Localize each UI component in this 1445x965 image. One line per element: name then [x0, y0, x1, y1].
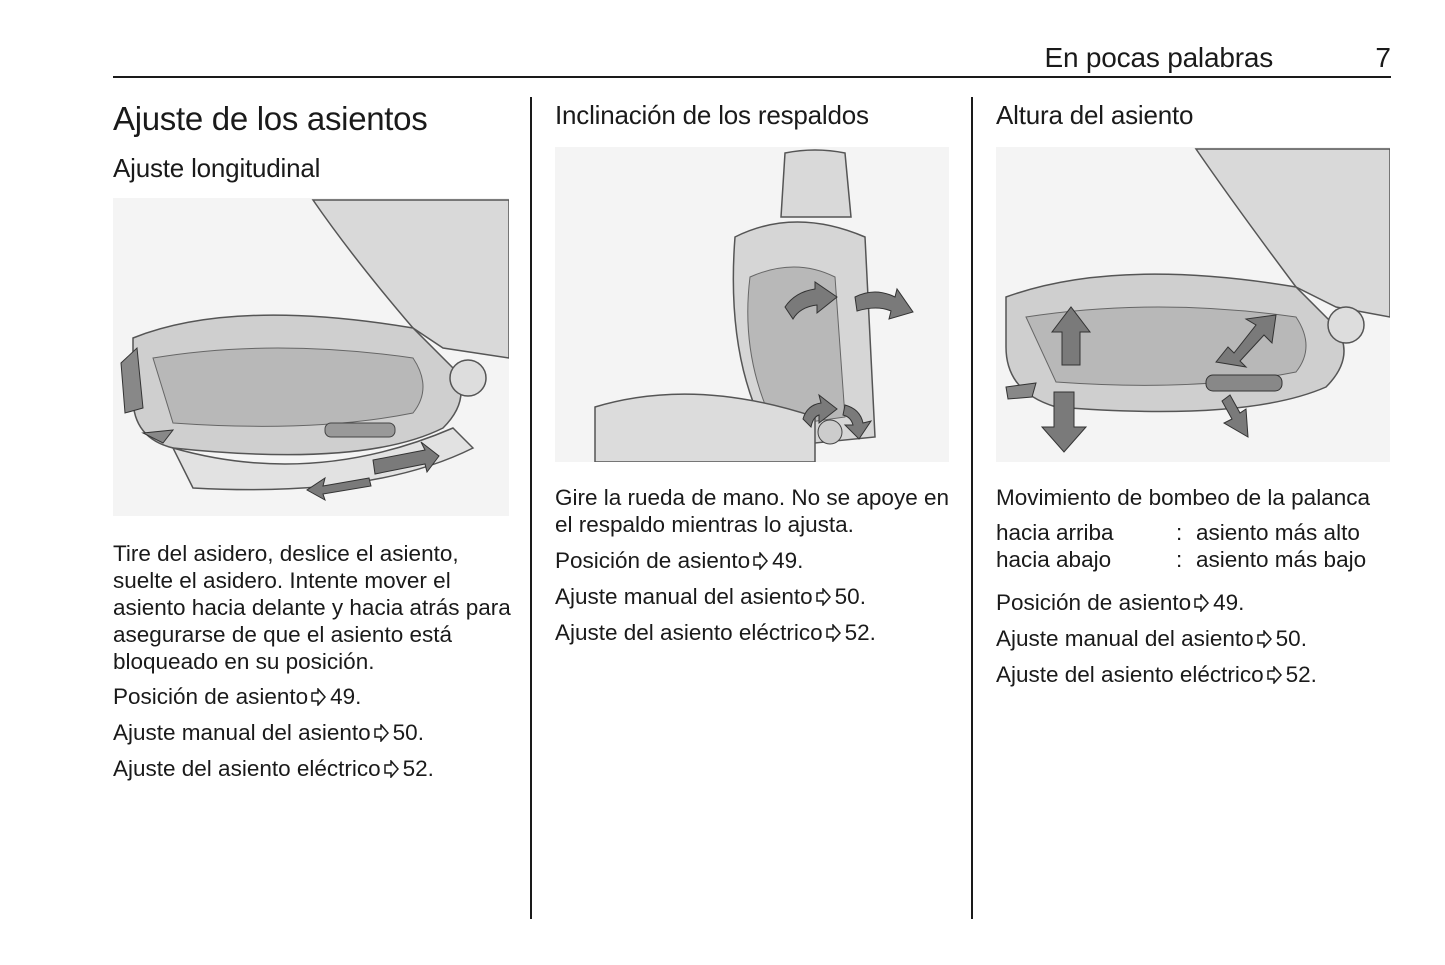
page-reference-arrow-icon — [815, 588, 831, 606]
column-backrest — [555, 97, 955, 646]
column-height — [996, 97, 1396, 688]
section-title: En pocas palabras — [1044, 42, 1273, 73]
subsection-heading-backrest: Inclinación de los respaldos — [555, 100, 869, 130]
seat-height-illustration — [996, 147, 1390, 462]
direction-key: hacia abajo — [996, 547, 1112, 573]
separator: : — [1176, 520, 1183, 546]
body-text: Movimiento de bombeo de la palanca — [996, 485, 1370, 511]
body-text: Gire la rueda de mano. No se apoye en el respaldo mientras lo ajusta. — [555, 485, 949, 538]
page-reference-arrow-icon — [310, 688, 326, 706]
separator: : — [1176, 547, 1183, 573]
direction-key: hacia arriba — [996, 520, 1114, 546]
reference-link[interactable]: Ajuste del asiento eléctrico 52. — [555, 620, 876, 646]
direction-value: asiento más bajo — [1196, 547, 1367, 573]
page-reference-arrow-icon — [1256, 630, 1272, 648]
seat-backrest-illustration — [555, 147, 949, 462]
page-reference-arrow-icon — [825, 624, 841, 642]
reference-link[interactable]: Ajuste manual del asiento 50. — [113, 720, 424, 746]
subsection-heading-longitudinal: Ajuste longitudinal — [113, 153, 321, 184]
column-longitudinal — [113, 97, 513, 782]
page-reference-arrow-icon — [1193, 594, 1209, 612]
subsection-heading-height: Altura del asiento — [996, 100, 1194, 130]
page-reference-arrow-icon — [383, 760, 399, 778]
reference-list — [996, 589, 1396, 688]
reference-link[interactable]: Ajuste del asiento eléctrico 52. — [113, 756, 434, 782]
reference-link[interactable]: Posición de asiento 49. — [996, 590, 1245, 616]
reference-link[interactable]: Ajuste manual del asiento 50. — [996, 626, 1307, 652]
page-reference-arrow-icon — [752, 552, 768, 570]
reference-list — [555, 547, 955, 646]
lever-direction-table — [996, 519, 1396, 573]
page-number: 7 — [1375, 42, 1391, 73]
direction-value: asiento más alto — [1196, 520, 1360, 546]
page-reference-arrow-icon — [1266, 666, 1282, 684]
body-text: Tire del asidero, deslice el asiento, suelte el asidero. Intente mover el asiento hacia delante y hacia atrás para asegurarse de que el asiento está bloqueado en su posición. — [113, 541, 511, 675]
column-divider-1 — [530, 97, 532, 919]
reference-list — [113, 683, 513, 782]
reference-link[interactable]: Posición de asiento 49. — [113, 684, 362, 710]
page-reference-arrow-icon — [373, 724, 389, 742]
seat-longitudinal-illustration — [113, 198, 509, 516]
reference-link[interactable]: Ajuste del asiento eléctrico 52. — [996, 662, 1317, 688]
reference-link[interactable]: Ajuste manual del asiento 50. — [555, 584, 866, 610]
column-divider-2 — [971, 97, 973, 919]
page-header — [113, 40, 1391, 78]
section-heading: Ajuste de los asientos — [113, 100, 428, 137]
reference-link[interactable]: Posición de asiento 49. — [555, 548, 804, 574]
